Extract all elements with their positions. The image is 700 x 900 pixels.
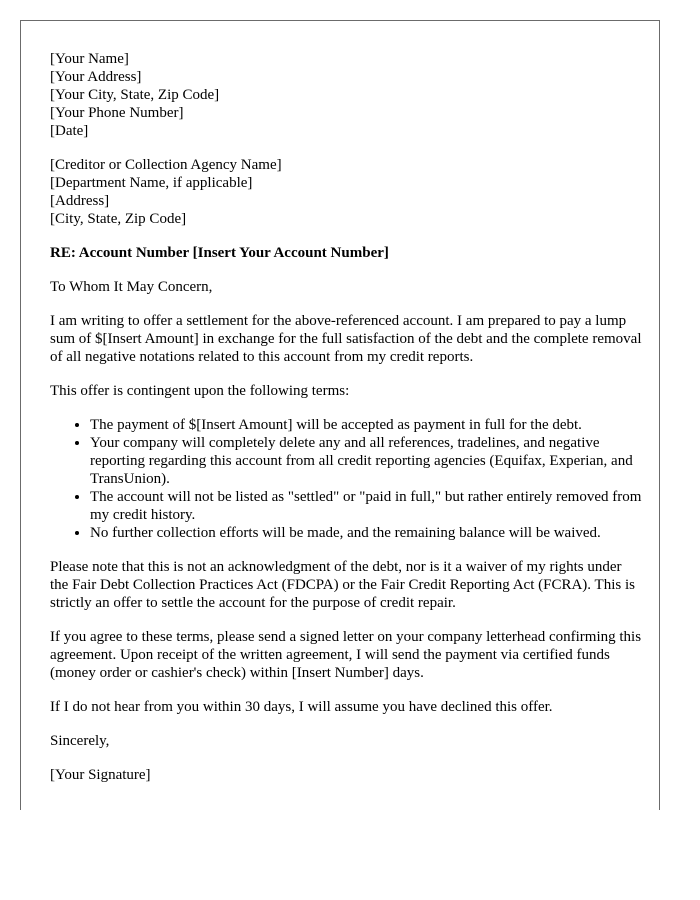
- letter-date: [Date]: [50, 123, 89, 139]
- terms-list-item: • Your company will completely delete any and all references, tradelines, and negative reporting regarding this account from all credit reporting agencies (Equifax, Experian, and TransUnion).: [90, 434, 642, 488]
- recipient-department: [Department Name, if applicable]: [50, 175, 253, 191]
- terms-list-item: • The payment of $[Insert Amount] will be accepted as payment in full for the debt.: [90, 416, 642, 434]
- recipient-city-state-zip: [City, State, Zip Code]: [50, 211, 187, 227]
- sender-name: [Your Name]: [50, 51, 129, 67]
- sender-city-state-zip: [Your City, State, Zip Code]: [50, 87, 220, 103]
- signature-placeholder: [Your Signature]: [50, 767, 151, 783]
- terms-list-item: • No further collection efforts will be made, and the remaining balance will be waived.: [90, 524, 642, 542]
- subject-line: RE: Account Number [Insert Your Account Number]: [50, 245, 389, 261]
- recipient-name: [Creditor or Collection Agency Name]: [50, 157, 282, 173]
- recipient-address-block: [50, 156, 642, 228]
- sender-phone: [Your Phone Number]: [50, 105, 184, 121]
- deadline-paragraph: If I do not hear from you within 30 days, I will assume you have declined this offer.: [50, 699, 553, 715]
- intro-paragraph: I am writing to offer a settlement for the above-referenced account. I am prepared to pay a lump sum of $[Insert Amount] in exchange for the full satisfaction of the debt and the complete removal of all negative notations related to this account from my credit reports.: [50, 313, 642, 365]
- recipient-address: [Address]: [50, 193, 110, 209]
- letter-page: [20, 20, 660, 810]
- letter-content: [50, 50, 642, 784]
- terms-list-item: • The account will not be listed as "settled" or "paid in full," but rather entirely removed from my credit history.: [90, 488, 642, 524]
- sender-address: [Your Address]: [50, 69, 142, 85]
- terms-list: [50, 416, 642, 542]
- salutation: To Whom It May Concern,: [50, 279, 213, 295]
- closing: Sincerely,: [50, 733, 110, 749]
- agreement-paragraph: If you agree to these terms, please send a signed letter on your company letterhead confirming this agreement. Upon receipt of the written agreement, I will send the payment via certified funds (money order or cashier's check) within [Insert Number] days.: [50, 629, 642, 681]
- terms-lead-paragraph: This offer is contingent upon the following terms:: [50, 383, 350, 399]
- acknowledgment-paragraph: Please note that this is not an acknowledgment of the debt, nor is it a waiver of my rights under the Fair Debt Collection Practices Act (FDCPA) or the Fair Credit Reporting Act (FCRA). This is strictly an offer to settle the account for the purpose of credit repair.: [50, 559, 635, 611]
- sender-address-block: [50, 50, 642, 140]
